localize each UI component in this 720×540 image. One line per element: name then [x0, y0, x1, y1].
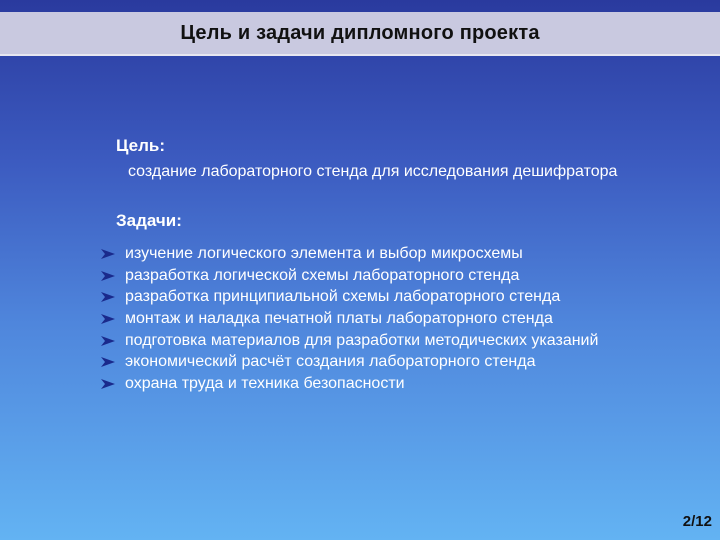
- task-item: [100, 286, 598, 308]
- task-text: экономический расчёт создания лабораторного стенда: [125, 353, 536, 371]
- arrow-bullet-icon: [100, 290, 122, 304]
- title-bar: [0, 12, 720, 56]
- task-list: [100, 243, 598, 395]
- task-item: [100, 373, 598, 395]
- arrow-bullet-icon: [100, 247, 122, 261]
- arrow-bullet-icon: [100, 377, 122, 391]
- arrow-bullet-icon: [100, 334, 122, 348]
- task-item: [100, 308, 598, 330]
- arrow-bullet-icon: [100, 355, 122, 369]
- task-item: [100, 330, 598, 352]
- tasks-label: Задачи:: [116, 211, 182, 230]
- task-text: монтаж и наладка печатной платы лабораторного стенда: [125, 309, 553, 327]
- goal-text: создание лабораторного стенда для исследования дешифратора: [128, 163, 618, 180]
- arrow-bullet-icon: [100, 269, 122, 283]
- task-item: [100, 265, 598, 287]
- page-number: 2/12: [682, 513, 712, 530]
- task-text: разработка логической схемы лабораторного стенда: [125, 266, 520, 284]
- slide-title: Цель и задачи дипломного проекта: [180, 21, 540, 44]
- arrow-bullet-icon: [100, 312, 122, 326]
- task-text: изучение логического элемента и выбор микросхемы: [125, 244, 523, 262]
- goal-label: Цель:: [116, 136, 165, 155]
- task-item: [100, 351, 598, 373]
- task-text: охрана труда и техника безопасности: [125, 374, 405, 392]
- task-text: подготовка материалов для разработки методических указаний: [125, 331, 599, 349]
- task-text: разработка принципиальной схемы лабораторного стенда: [125, 288, 561, 306]
- task-item: [100, 243, 598, 265]
